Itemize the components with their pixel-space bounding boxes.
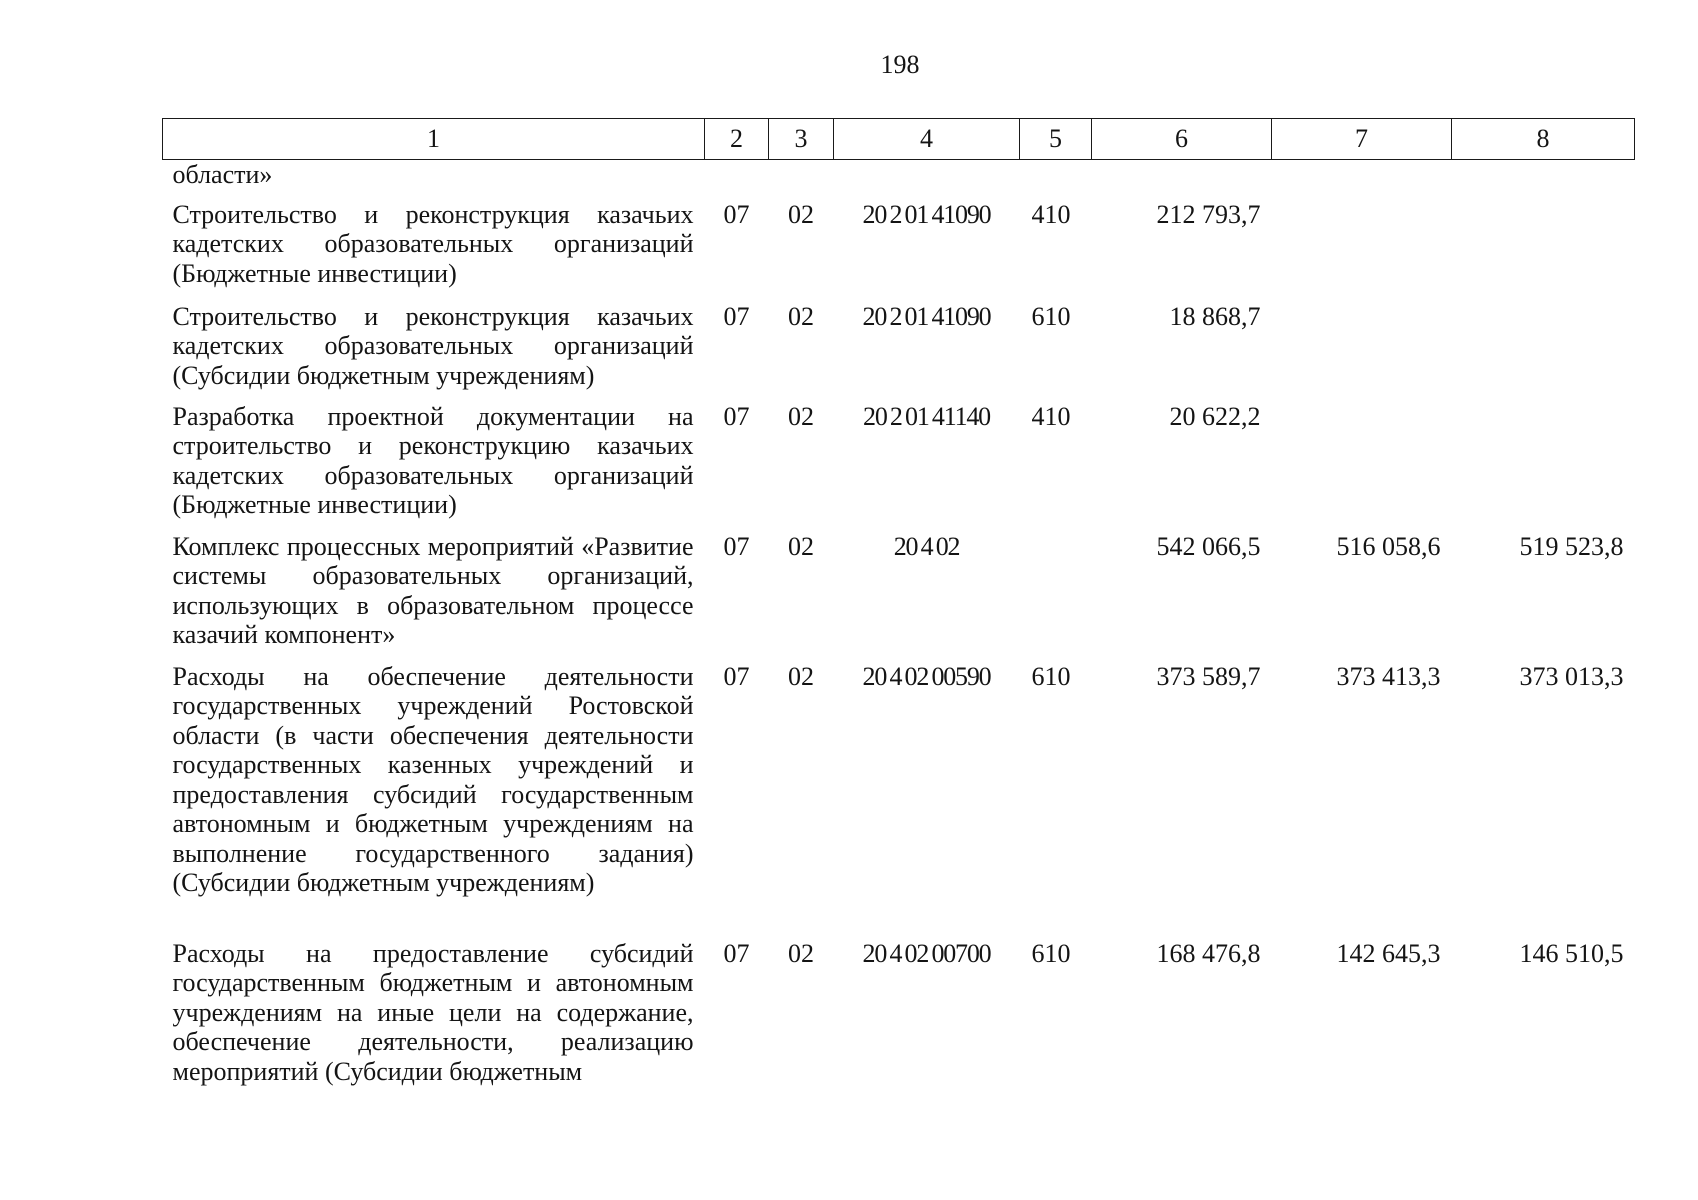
row-expense-type — [1020, 522, 1092, 652]
row-year2 — [1272, 190, 1452, 292]
row-subsection: 02 — [788, 661, 814, 691]
row-name: Расходы на обеспечение деятельности государственных учреждений Ростовской области (в части обеспечения деятельности государственных казенных учреждений и предоставления субсидий государственным автономным и бюджетным учреждениям на выполнение государственного задания) (Субсидии бюджетным учреждениям) — [172, 661, 694, 897]
header-cell-3: 3 — [769, 119, 834, 160]
budget-table — [162, 118, 1635, 1089]
header-cell-5: 5 — [1020, 119, 1092, 160]
row-name: Строительство и реконструкция казачьих кадетских образовательных организаций (Субсидии бюджетным учреждениям) — [172, 301, 694, 390]
row-subsection: 02 — [788, 401, 814, 431]
row-year1: 373 589,7 — [1156, 661, 1261, 691]
header-cell-7: 7 — [1272, 119, 1452, 160]
row-name: Разработка проектной документации на строительство и реконструкцию казачьих кадетских образовательных организаций (Бюджетные инвестиции) — [172, 401, 694, 519]
row-target-article: 20 2 01 41090 — [862, 199, 991, 229]
row-subsection: 02 — [788, 531, 814, 561]
header-cell-2: 2 — [705, 119, 769, 160]
table-row — [163, 392, 1635, 522]
table-row — [163, 929, 1635, 1089]
row-year1: 168 476,8 — [1156, 938, 1261, 968]
row-year3 — [1452, 190, 1635, 292]
row-expense-type: 610 — [1031, 661, 1071, 691]
page-number: 198 — [880, 50, 920, 79]
row-year2: 373 413,3 — [1336, 661, 1441, 691]
row-year1: 212 793,7 — [1156, 199, 1261, 229]
row-target-article: 20 4 02 — [893, 531, 960, 561]
row-year3 — [1452, 392, 1635, 522]
row-target-article: 20 4 02 00700 — [862, 938, 991, 968]
continuation-text: области» — [172, 160, 273, 189]
row-subsection: 02 — [788, 301, 814, 331]
row-section: 07 — [723, 661, 750, 691]
header-cell-1: 1 — [163, 119, 705, 160]
row-name: Комплекс процессных мероприятий «Развитие системы образовательных организаций, использующих в образовательном процессе казачий компонент» — [172, 531, 694, 649]
row-subsection: 02 — [788, 199, 814, 229]
table-row — [163, 652, 1635, 929]
row-year2: 516 058,6 — [1336, 531, 1441, 561]
table-row — [163, 190, 1635, 292]
row-section: 07 — [723, 531, 750, 561]
header-cell-4: 4 — [834, 119, 1020, 160]
row-target-article: 20 4 02 00590 — [862, 661, 991, 691]
row-year2 — [1272, 392, 1452, 522]
row-year3: 146 510,5 — [1519, 938, 1624, 968]
row-section: 07 — [723, 938, 750, 968]
row-target-article: 20 2 01 41140 — [863, 401, 990, 431]
header-row — [163, 119, 1635, 160]
row-year2: 142 645,3 — [1336, 938, 1441, 968]
continuation-row — [163, 160, 1635, 190]
row-year1: 20 622,2 — [1169, 401, 1261, 431]
header-cell-8: 8 — [1452, 119, 1635, 160]
budget-table-container — [162, 118, 1634, 1089]
row-name: Расходы на предоставление субсидий государственным бюджетным и автономным учреждениям на иные цели на содержание, обеспечение деятельности, реализацию мероприятий (Субсидии бюджетным — [172, 938, 694, 1086]
row-section: 07 — [723, 199, 750, 229]
table-row — [163, 292, 1635, 392]
row-section: 07 — [723, 401, 750, 431]
row-name: Строительство и реконструкция казачьих кадетских образовательных организаций (Бюджетные инвестиции) — [172, 199, 694, 288]
row-expense-type: 410 — [1031, 401, 1071, 431]
row-year2 — [1272, 292, 1452, 392]
row-target-article: 20 2 01 41090 — [862, 301, 991, 331]
row-expense-type: 410 — [1031, 199, 1071, 229]
row-expense-type: 610 — [1031, 301, 1071, 331]
row-year3 — [1452, 292, 1635, 392]
row-expense-type: 610 — [1031, 938, 1071, 968]
row-section: 07 — [723, 301, 750, 331]
header-cell-6: 6 — [1092, 119, 1272, 160]
row-year1: 542 066,5 — [1156, 531, 1261, 561]
row-subsection: 02 — [788, 938, 814, 968]
row-year1: 18 868,7 — [1169, 301, 1261, 331]
table-row — [163, 522, 1635, 652]
row-year3: 373 013,3 — [1519, 661, 1624, 691]
row-year3: 519 523,8 — [1519, 531, 1624, 561]
